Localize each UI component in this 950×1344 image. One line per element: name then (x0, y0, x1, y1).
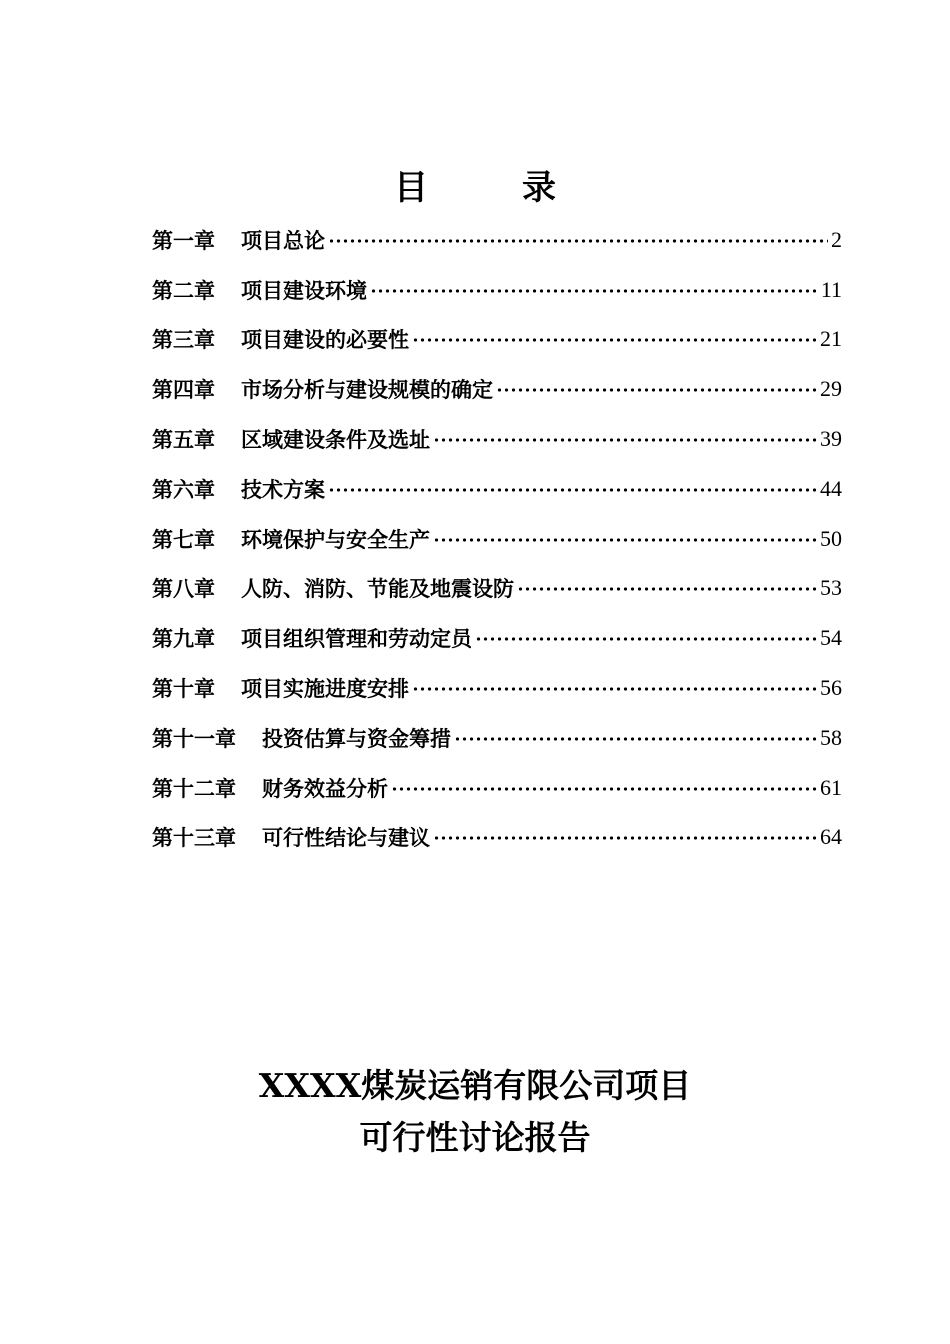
toc-leader-dots (328, 488, 817, 492)
toc-leader-dots (496, 388, 817, 392)
toc-entry[interactable] (152, 713, 842, 763)
toc-chapter: 第七章 (152, 526, 215, 552)
toc-entry[interactable] (152, 514, 842, 564)
toc-chapter: 第九章 (152, 626, 215, 652)
toc-entry[interactable] (152, 663, 842, 713)
toc-page-number: 11 (820, 276, 842, 302)
toc-entry[interactable] (152, 265, 842, 315)
toc-page-number: 50 (820, 525, 842, 551)
toc-entry-title: 环境保护与安全生产 (241, 526, 430, 552)
toc-page-number: 53 (820, 575, 842, 601)
toc-page-number: 44 (820, 475, 842, 501)
toc-title: 目 录 (394, 168, 586, 208)
toc-chapter: 第十三章 (152, 825, 236, 851)
toc-leader-dots (391, 787, 817, 791)
toc-entry[interactable] (152, 564, 842, 614)
toc-page-number: 56 (820, 675, 842, 701)
toc-page-number: 2 (831, 226, 842, 252)
toc-page-number: 29 (820, 376, 842, 402)
toc-entry[interactable] (152, 613, 842, 663)
toc-chapter: 第十章 (152, 676, 215, 702)
toc-chapter: 第十一章 (152, 725, 236, 751)
report-title-line-1: XXXX煤炭运销有限公司项目 (258, 1066, 692, 1105)
toc-leader-dots (454, 737, 817, 741)
toc-page-number: 58 (820, 724, 842, 750)
toc-entry[interactable] (152, 315, 842, 365)
toc-entry[interactable] (152, 813, 842, 863)
toc-chapter: 第三章 (152, 327, 215, 353)
toc-page-number: 64 (820, 824, 842, 850)
toc-leader-dots (328, 239, 828, 243)
toc-page-number: 54 (820, 625, 842, 651)
toc-leader-dots (475, 637, 817, 641)
toc-leader-dots (412, 338, 817, 342)
toc-entry-title: 项目组织管理和劳动定员 (241, 626, 472, 652)
toc-entry-title: 财务效益分析 (262, 775, 388, 801)
toc-leader-dots (433, 538, 817, 542)
toc-entry-title: 市场分析与建设规模的确定 (241, 377, 493, 403)
toc-entry[interactable] (152, 215, 842, 265)
toc-page-number: 39 (820, 426, 842, 452)
toc-list (152, 215, 842, 862)
toc-chapter: 第六章 (152, 476, 215, 502)
toc-page-number: 21 (820, 326, 842, 352)
toc-entry-title: 可行性结论与建议 (262, 825, 430, 851)
toc-chapter: 第一章 (152, 227, 215, 253)
toc-chapter: 第十二章 (152, 775, 236, 801)
toc-leader-dots (517, 587, 817, 591)
report-title-block (0, 1060, 950, 1164)
toc-entry-title: 项目建设环境 (241, 277, 367, 303)
toc-entry-title: 项目总论 (241, 227, 325, 253)
toc-entry-title: 项目实施进度安排 (241, 676, 409, 702)
toc-entry[interactable] (152, 364, 842, 414)
toc-chapter: 第八章 (152, 576, 215, 602)
toc-chapter: 第二章 (152, 277, 215, 303)
toc-leader-dots (433, 438, 817, 442)
toc-entry[interactable] (152, 464, 842, 514)
toc-entry-title: 项目建设的必要性 (241, 327, 409, 353)
toc-page-number: 61 (820, 774, 842, 800)
toc-leader-dots (412, 687, 817, 691)
toc-leader-dots (370, 289, 818, 293)
toc-entry-title: 区域建设条件及选址 (241, 427, 430, 453)
toc-entry-title: 技术方案 (241, 476, 325, 502)
toc-entry-title: 人防、消防、节能及地震设防 (241, 576, 514, 602)
toc-chapter: 第四章 (152, 377, 215, 403)
toc-entry-title: 投资估算与资金筹措 (262, 725, 451, 751)
toc-entry[interactable] (152, 414, 842, 464)
report-title-line-2: 可行性讨论报告 (359, 1118, 591, 1157)
toc-leader-dots (433, 836, 817, 840)
toc-entry[interactable] (152, 763, 842, 813)
toc-chapter: 第五章 (152, 427, 215, 453)
